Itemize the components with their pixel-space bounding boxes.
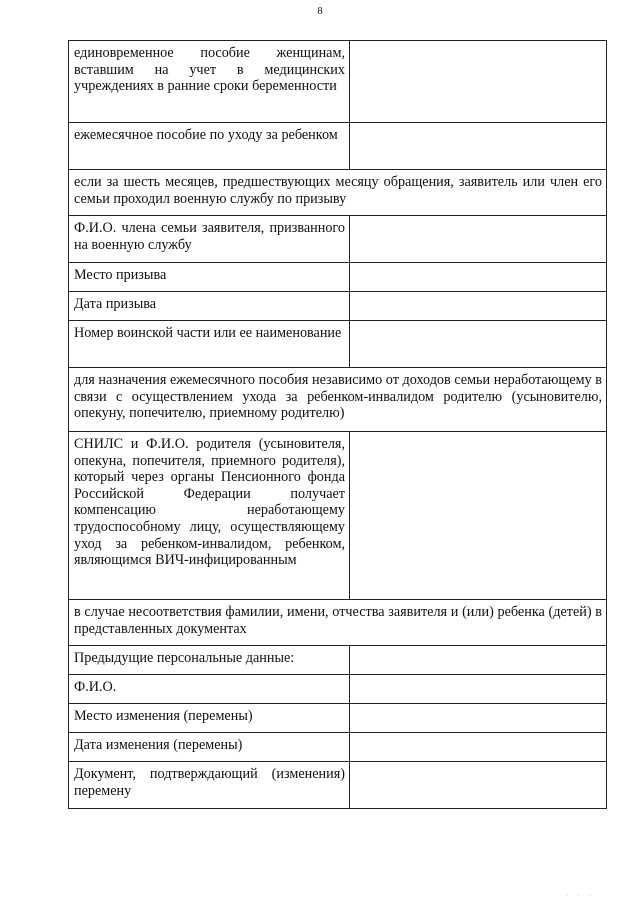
field-value[interactable] [350,704,607,733]
field-label: Номер воинской части или ее наименование [69,321,350,368]
table-row [69,123,607,170]
table-row [69,675,607,704]
table-row [69,216,607,263]
section-header-row [69,600,607,646]
field-value[interactable] [350,762,607,809]
field-value[interactable] [350,321,607,368]
section-header: в случае несоответствия фамилии, имени, отчества заявителя и (или) ребенка (детей) в представленных документах [69,600,607,646]
field-value[interactable] [350,263,607,292]
scan-mark: · · · [566,893,595,899]
field-label: ежемесячное пособие по уходу за ребенком [69,123,350,170]
field-label: Место призыва [69,263,350,292]
field-value[interactable] [350,216,607,263]
table-row [69,292,607,321]
table-row [69,432,607,600]
field-label: СНИЛС и Ф.И.О. родителя (усыновителя, опекуна, попечителя, приемного родителя), который через органы Пенсионного фонда Российской Федерации получает компенсацию неработающему трудоспособному лицу, осуществляющему уход за ребенком-инвалидом, ребенком, являющимся ВИЧ-инфицированным [69,432,350,600]
field-label: Документ, подтверждающий (изменения) перемену [69,762,350,809]
field-label: Место изменения (перемены) [69,704,350,733]
field-value[interactable] [350,41,607,123]
section-header: если за шесть месяцев, предшествующих месяцу обращения, заявитель или член его семьи проходил военную службу по призыву [69,170,607,216]
table-row [69,321,607,368]
table-row [69,41,607,123]
table-row [69,733,607,762]
field-label: Ф.И.О. [69,675,350,704]
field-label: единовременное пособие женщинам, вставшим на учет в медицинских учреждениях в ранние сроки беременности [69,41,350,123]
table-row [69,646,607,675]
field-value[interactable] [350,123,607,170]
page-number: 8 [317,6,323,17]
field-label: Дата призыва [69,292,350,321]
application-form-table [68,40,607,809]
table-row [69,704,607,733]
table-row [69,762,607,809]
field-label: Дата изменения (перемены) [69,733,350,762]
field-value[interactable] [350,432,607,600]
field-value[interactable] [350,292,607,321]
section-header-row [69,368,607,432]
section-header: для назначения ежемесячного пособия независимо от доходов семьи неработающему в связи с осуществлением ухода за ребенком-инвалидом родителю (усыновителю, опекуну, попечителю, приемному родителю) [69,368,607,432]
field-value[interactable] [350,675,607,704]
field-value[interactable] [350,733,607,762]
field-label: Предыдущие персональные данные: [69,646,350,675]
table-row [69,263,607,292]
field-label: Ф.И.О. члена семьи заявителя, призванного на военную службу [69,216,350,263]
field-value[interactable] [350,646,607,675]
section-header-row [69,170,607,216]
